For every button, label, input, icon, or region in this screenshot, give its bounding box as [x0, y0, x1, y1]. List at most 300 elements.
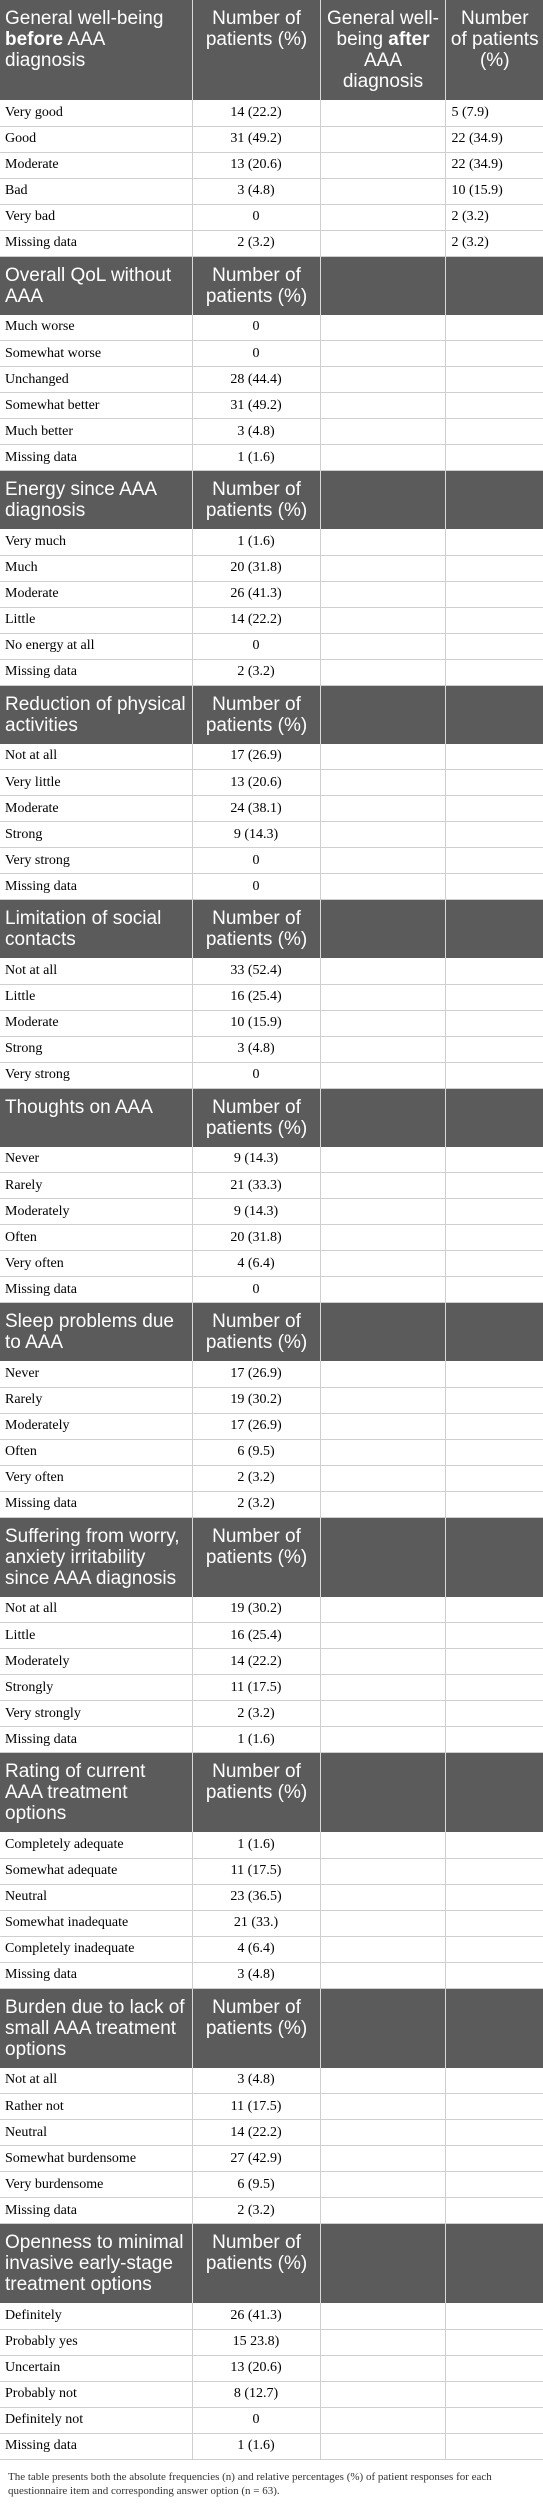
answer-option: Missing data	[0, 445, 192, 471]
patient-count: 19 (30.2)	[192, 1597, 320, 1623]
patient-count-after	[445, 2433, 543, 2459]
patient-count-after	[445, 1491, 543, 1517]
patient-count: 3 (4.8)	[192, 419, 320, 445]
answer-option: Completely inadequate	[0, 1936, 192, 1962]
patient-count-after	[445, 2407, 543, 2433]
empty-cell	[320, 1623, 445, 1649]
answer-option: Very little	[0, 770, 192, 796]
table-row	[0, 555, 543, 581]
table-row	[0, 1225, 543, 1251]
empty-cell	[320, 1465, 445, 1491]
patient-count: 0	[192, 1062, 320, 1088]
patient-count: 0	[192, 1277, 320, 1303]
patient-count: 24 (38.1)	[192, 796, 320, 822]
empty-cell	[320, 1277, 445, 1303]
patient-count: 2 (3.2)	[192, 1465, 320, 1491]
table-row	[0, 984, 543, 1010]
empty-cell	[320, 1649, 445, 1675]
answer-option: Very strong	[0, 1062, 192, 1088]
patient-count: 20 (31.8)	[192, 1225, 320, 1251]
empty-cell	[320, 1597, 445, 1623]
patient-count: 2 (3.2)	[192, 2198, 320, 2224]
empty-cell	[320, 315, 445, 341]
column-header-after	[320, 2224, 445, 2304]
table-row	[0, 393, 543, 419]
patient-count: 0	[192, 2407, 320, 2433]
table-row	[0, 126, 543, 152]
patient-count-after: 2 (3.2)	[445, 230, 543, 256]
empty-cell	[320, 445, 445, 471]
answer-option: Moderate	[0, 1010, 192, 1036]
answer-option: Probably not	[0, 2381, 192, 2407]
table-row	[0, 2381, 543, 2407]
empty-cell	[320, 958, 445, 984]
empty-cell	[320, 1962, 445, 1988]
column-header-count-after	[445, 900, 543, 959]
empty-cell	[320, 230, 445, 256]
column-header-part: General well-being	[327, 8, 439, 50]
column-header-count-after	[445, 685, 543, 744]
patient-count-after	[445, 1010, 543, 1036]
table-row	[0, 152, 543, 178]
table-row	[0, 1173, 543, 1199]
table-row	[0, 1962, 543, 1988]
table-row	[0, 1199, 543, 1225]
empty-cell	[320, 2094, 445, 2120]
patient-count: 14 (22.2)	[192, 100, 320, 126]
answer-option: Unchanged	[0, 367, 192, 393]
patient-count: 17 (26.9)	[192, 1413, 320, 1439]
answer-option: Strong	[0, 1036, 192, 1062]
patient-count: 3 (4.8)	[192, 178, 320, 204]
table-row	[0, 1010, 543, 1036]
answer-option: Missing data	[0, 1491, 192, 1517]
patient-count: 14 (22.2)	[192, 2120, 320, 2146]
answer-option: Much worse	[0, 315, 192, 341]
empty-cell	[320, 1701, 445, 1727]
empty-cell	[320, 822, 445, 848]
table-row	[0, 2198, 543, 2224]
column-header-count: Number of patients (%)	[192, 1517, 320, 1597]
section-title: Reduction of physical activities	[0, 685, 192, 744]
patient-count-after: 10 (15.9)	[445, 178, 543, 204]
empty-cell	[320, 796, 445, 822]
patient-count: 2 (3.2)	[192, 1491, 320, 1517]
table-row	[0, 633, 543, 659]
table-row	[0, 770, 543, 796]
empty-cell	[320, 2120, 445, 2146]
table-row	[0, 445, 543, 471]
empty-cell	[320, 1387, 445, 1413]
section-header	[0, 685, 543, 744]
table-row	[0, 1413, 543, 1439]
column-header-count: Number of patients (%)	[192, 900, 320, 959]
section-title: Suffering from worry, anxiety irritability since AAA diagnosis	[0, 1517, 192, 1597]
section-header	[0, 0, 543, 100]
patient-count-after	[445, 1277, 543, 1303]
empty-cell	[320, 1491, 445, 1517]
section-header	[0, 1753, 543, 1833]
table-row	[0, 1147, 543, 1173]
patient-count-after	[445, 367, 543, 393]
empty-cell	[320, 178, 445, 204]
empty-cell	[320, 1251, 445, 1277]
section-title-part: AAA diagnosis	[5, 29, 105, 71]
patient-count-after	[445, 1649, 543, 1675]
section-header	[0, 471, 543, 530]
patient-count: 21 (33.)	[192, 1910, 320, 1936]
patient-count: 1 (1.6)	[192, 445, 320, 471]
column-header-after	[320, 1753, 445, 1833]
column-header-count-after	[445, 1517, 543, 1597]
column-header-count-after: Number of patients (%)	[445, 0, 543, 100]
patient-count: 17 (26.9)	[192, 1361, 320, 1387]
patient-count: 3 (4.8)	[192, 2068, 320, 2094]
answer-option: Bad	[0, 178, 192, 204]
answer-option: Very bad	[0, 204, 192, 230]
patient-count: 6 (9.5)	[192, 2172, 320, 2198]
patient-count-after	[445, 958, 543, 984]
empty-cell	[320, 1173, 445, 1199]
column-header-count: Number of patients (%)	[192, 0, 320, 100]
column-header-count-after	[445, 471, 543, 530]
section-title: Thoughts on AAA	[0, 1088, 192, 1147]
patient-count-after	[445, 529, 543, 555]
patient-count: 0	[192, 341, 320, 367]
answer-option: Neutral	[0, 2120, 192, 2146]
table-row	[0, 1649, 543, 1675]
section-header	[0, 256, 543, 315]
patient-count-after	[445, 1036, 543, 1062]
section-header	[0, 1303, 543, 1362]
table-row	[0, 1036, 543, 1062]
empty-cell	[320, 367, 445, 393]
patient-count: 4 (6.4)	[192, 1936, 320, 1962]
patient-count-after	[445, 1962, 543, 1988]
patient-count: 19 (30.2)	[192, 1387, 320, 1413]
answer-option: Missing data	[0, 1962, 192, 1988]
answer-option: Uncertain	[0, 2355, 192, 2381]
section-title: Limitation of social contacts	[0, 900, 192, 959]
column-header-after	[320, 1303, 445, 1362]
table-row	[0, 874, 543, 900]
answer-option: Strongly	[0, 1675, 192, 1701]
empty-cell	[320, 2172, 445, 2198]
table-row	[0, 178, 543, 204]
answer-option: Rarely	[0, 1387, 192, 1413]
answer-option: Not at all	[0, 744, 192, 770]
empty-cell	[320, 744, 445, 770]
patient-count: 11 (17.5)	[192, 1675, 320, 1701]
table-row	[0, 367, 543, 393]
patient-count: 11 (17.5)	[192, 1858, 320, 1884]
answer-option: Very strongly	[0, 1701, 192, 1727]
patient-count-after: 22 (34.9)	[445, 126, 543, 152]
empty-cell	[320, 2068, 445, 2094]
answer-option: Not at all	[0, 958, 192, 984]
answer-option: Definitely not	[0, 2407, 192, 2433]
answer-option: Missing data	[0, 1727, 192, 1753]
patient-count-after	[445, 633, 543, 659]
column-header-count: Number of patients (%)	[192, 685, 320, 744]
answer-option: Somewhat burdensome	[0, 2146, 192, 2172]
column-header-count: Number of patients (%)	[192, 1088, 320, 1147]
patient-count-after	[445, 1225, 543, 1251]
empty-cell	[320, 1858, 445, 1884]
empty-cell	[320, 874, 445, 900]
patient-count: 15 23.8)	[192, 2329, 320, 2355]
table-row	[0, 796, 543, 822]
patient-count: 0	[192, 315, 320, 341]
empty-cell	[320, 2198, 445, 2224]
patient-count-after	[445, 555, 543, 581]
patient-count-after	[445, 770, 543, 796]
empty-cell	[320, 393, 445, 419]
patient-count-after: 2 (3.2)	[445, 204, 543, 230]
answer-option: Very much	[0, 529, 192, 555]
table-row	[0, 2407, 543, 2433]
section-title: Energy since AAA diagnosis	[0, 471, 192, 530]
patient-count-after	[445, 1439, 543, 1465]
patient-count: 33 (52.4)	[192, 958, 320, 984]
table-row	[0, 1910, 543, 1936]
table-row	[0, 2120, 543, 2146]
column-header-count: Number of patients (%)	[192, 1303, 320, 1362]
patient-count: 1 (1.6)	[192, 2433, 320, 2459]
table-row	[0, 2329, 543, 2355]
table-row	[0, 2094, 543, 2120]
patient-count-after	[445, 822, 543, 848]
table-row	[0, 958, 543, 984]
answer-option: Much	[0, 555, 192, 581]
empty-cell	[320, 1413, 445, 1439]
table-row	[0, 1727, 543, 1753]
patient-count-after	[445, 2094, 543, 2120]
patient-count-after	[445, 1062, 543, 1088]
answer-option: Very often	[0, 1465, 192, 1491]
table-row	[0, 848, 543, 874]
section-title	[0, 0, 192, 100]
patient-count-after	[445, 315, 543, 341]
empty-cell	[320, 581, 445, 607]
answer-option: Probably yes	[0, 2329, 192, 2355]
empty-cell	[320, 1361, 445, 1387]
table-row	[0, 1062, 543, 1088]
empty-cell	[320, 1199, 445, 1225]
column-header-count-after	[445, 2224, 543, 2304]
empty-cell	[320, 2381, 445, 2407]
patient-count: 8 (12.7)	[192, 2381, 320, 2407]
patient-count: 2 (3.2)	[192, 230, 320, 256]
answer-option: Little	[0, 607, 192, 633]
table-row	[0, 822, 543, 848]
section-title: Overall QoL without AAA	[0, 256, 192, 315]
patient-count-after	[445, 1147, 543, 1173]
patient-count-after	[445, 445, 543, 471]
table-row	[0, 2068, 543, 2094]
empty-cell	[320, 2303, 445, 2329]
table-row	[0, 2433, 543, 2459]
patient-count: 20 (31.8)	[192, 555, 320, 581]
patient-count-after	[445, 1623, 543, 1649]
table-row	[0, 2355, 543, 2381]
patient-count: 17 (26.9)	[192, 744, 320, 770]
patient-count: 11 (17.5)	[192, 2094, 320, 2120]
answer-option: Rarely	[0, 1173, 192, 1199]
patient-count-after	[445, 341, 543, 367]
empty-cell	[320, 633, 445, 659]
answer-option: Very often	[0, 1251, 192, 1277]
patient-count-after	[445, 1910, 543, 1936]
empty-cell	[320, 848, 445, 874]
empty-cell	[320, 1832, 445, 1858]
empty-cell	[320, 204, 445, 230]
table-row	[0, 1623, 543, 1649]
column-header-count: Number of patients (%)	[192, 256, 320, 315]
table-row	[0, 1387, 543, 1413]
table-row	[0, 204, 543, 230]
answer-option: Very strong	[0, 848, 192, 874]
empty-cell	[320, 770, 445, 796]
table-row	[0, 1597, 543, 1623]
patient-count: 13 (20.6)	[192, 770, 320, 796]
answer-option: Moderate	[0, 796, 192, 822]
answer-option: Missing data	[0, 659, 192, 685]
patient-count: 10 (15.9)	[192, 1010, 320, 1036]
empty-cell	[320, 2355, 445, 2381]
patient-count-after	[445, 1251, 543, 1277]
patient-count-after	[445, 1675, 543, 1701]
patient-count-after: 22 (34.9)	[445, 152, 543, 178]
answer-option: Very burdensome	[0, 2172, 192, 2198]
column-header-count-after	[445, 1753, 543, 1833]
patient-count: 3 (4.8)	[192, 1962, 320, 1988]
table-row	[0, 1884, 543, 1910]
table-row	[0, 1858, 543, 1884]
table-row	[0, 529, 543, 555]
empty-cell	[320, 555, 445, 581]
empty-cell	[320, 152, 445, 178]
answer-option: Not at all	[0, 1597, 192, 1623]
patient-count: 1 (1.6)	[192, 1727, 320, 1753]
patient-count-after	[445, 984, 543, 1010]
table-row	[0, 230, 543, 256]
patient-count-after	[445, 1465, 543, 1491]
patient-count-after	[445, 1413, 543, 1439]
patient-count-after	[445, 581, 543, 607]
answer-option: Missing data	[0, 1277, 192, 1303]
answer-option: No energy at all	[0, 633, 192, 659]
patient-count: 13 (20.6)	[192, 152, 320, 178]
section-header	[0, 1088, 543, 1147]
empty-cell	[320, 1036, 445, 1062]
section-title: Sleep problems due to AAA	[0, 1303, 192, 1362]
patient-count: 3 (4.8)	[192, 1036, 320, 1062]
patient-count-after	[445, 1858, 543, 1884]
empty-cell	[320, 2407, 445, 2433]
empty-cell	[320, 100, 445, 126]
section-title-part: General well-being	[5, 8, 164, 29]
table-row	[0, 1439, 543, 1465]
answer-option: Somewhat inadequate	[0, 1910, 192, 1936]
empty-cell	[320, 2433, 445, 2459]
answer-option: Good	[0, 126, 192, 152]
patient-count-after	[445, 2146, 543, 2172]
answer-option: Little	[0, 984, 192, 1010]
answer-option: Moderately	[0, 1413, 192, 1439]
column-header-after	[320, 256, 445, 315]
answer-option: Missing data	[0, 2433, 192, 2459]
patient-count-after	[445, 2198, 543, 2224]
patient-count: 21 (33.3)	[192, 1173, 320, 1199]
empty-cell	[320, 1884, 445, 1910]
answer-option: Not at all	[0, 2068, 192, 2094]
patient-count-after	[445, 2120, 543, 2146]
patient-count-after: 5 (7.9)	[445, 100, 543, 126]
table-row	[0, 1361, 543, 1387]
empty-cell	[320, 659, 445, 685]
patient-count-after	[445, 848, 543, 874]
patient-count: 13 (20.6)	[192, 2355, 320, 2381]
empty-cell	[320, 2146, 445, 2172]
column-header-after	[320, 900, 445, 959]
answer-option: Moderately	[0, 1199, 192, 1225]
answer-option: Much better	[0, 419, 192, 445]
answer-option: Never	[0, 1147, 192, 1173]
patient-count-after	[445, 2329, 543, 2355]
column-header-emphasis: after	[388, 29, 430, 50]
patient-count-after	[445, 1597, 543, 1623]
patient-count: 6 (9.5)	[192, 1439, 320, 1465]
empty-cell	[320, 984, 445, 1010]
table-row	[0, 1465, 543, 1491]
answer-option: Rather not	[0, 2094, 192, 2120]
patient-count: 14 (22.2)	[192, 1649, 320, 1675]
answer-option: Often	[0, 1225, 192, 1251]
column-header-count: Number of patients (%)	[192, 1988, 320, 2068]
answer-option: Completely adequate	[0, 1832, 192, 1858]
column-header-part: AAA diagnosis	[342, 50, 424, 92]
answer-option: Moderate	[0, 152, 192, 178]
empty-cell	[320, 607, 445, 633]
section-header	[0, 900, 543, 959]
patient-count: 4 (6.4)	[192, 1251, 320, 1277]
answer-option: Moderately	[0, 1649, 192, 1675]
column-header-count-after	[445, 1988, 543, 2068]
answer-option: Missing data	[0, 874, 192, 900]
patient-count: 1 (1.6)	[192, 1832, 320, 1858]
answer-option: Very good	[0, 100, 192, 126]
patient-count: 23 (36.5)	[192, 1884, 320, 1910]
patient-count-after	[445, 744, 543, 770]
answer-option: Strong	[0, 822, 192, 848]
table-row	[0, 607, 543, 633]
patient-count-after	[445, 607, 543, 633]
empty-cell	[320, 1936, 445, 1962]
table-row	[0, 1701, 543, 1727]
empty-cell	[320, 1147, 445, 1173]
column-header-after	[320, 1517, 445, 1597]
table-row	[0, 2303, 543, 2329]
table-row	[0, 1277, 543, 1303]
empty-cell	[320, 1727, 445, 1753]
column-header-after	[320, 471, 445, 530]
patient-count: 26 (41.3)	[192, 2303, 320, 2329]
empty-cell	[320, 2329, 445, 2355]
patient-count: 2 (3.2)	[192, 659, 320, 685]
answer-option: Somewhat better	[0, 393, 192, 419]
patient-count-after	[445, 2355, 543, 2381]
